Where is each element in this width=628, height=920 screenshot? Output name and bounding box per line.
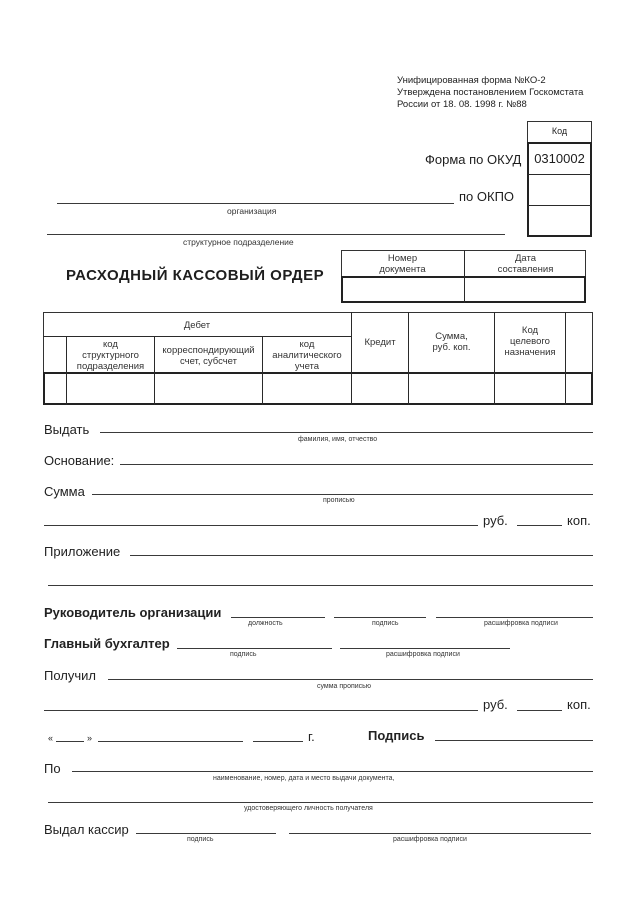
- kop-label: коп.: [567, 513, 591, 528]
- received-words-input[interactable]: [108, 679, 593, 680]
- code-divider: [528, 205, 591, 206]
- cashier-name-caption: расшифровка подписи: [393, 836, 467, 843]
- table-cell-purpose-code[interactable]: [495, 374, 564, 403]
- analytic-code-header: код аналитического учета: [272, 339, 342, 372]
- director-position-caption: должность: [248, 620, 283, 627]
- id-document-input[interactable]: [72, 771, 593, 772]
- director-signature-caption: подпись: [372, 620, 399, 627]
- kop-label-2: коп.: [567, 697, 591, 712]
- id-document-caption-1: наименование, номер, дата и место выдачи документа,: [213, 775, 395, 782]
- debit-divider: [43, 336, 351, 337]
- director-signature-input[interactable]: [334, 617, 426, 618]
- issue-input[interactable]: [100, 432, 593, 433]
- director-position-input[interactable]: [231, 617, 325, 618]
- sum-label: Сумма: [44, 484, 85, 499]
- basis-input[interactable]: [120, 464, 593, 465]
- okpo-label: по ОКПО: [459, 189, 515, 204]
- okpo-value-cell[interactable]: [529, 176, 590, 204]
- cashier-name-input[interactable]: [289, 833, 591, 834]
- attachment-input-line2[interactable]: [48, 585, 593, 586]
- okud-label: Форма по ОКУД: [425, 152, 522, 167]
- debit-header: Дебет: [183, 320, 211, 331]
- rub-label-2: руб.: [483, 697, 508, 712]
- date-month-input[interactable]: [98, 741, 243, 742]
- attachment-label: Приложение: [44, 544, 121, 559]
- by-label: По: [44, 761, 61, 776]
- amount-header: Сумма, руб. коп.: [432, 331, 471, 353]
- table-cell-blank[interactable]: [45, 374, 65, 403]
- okud-value[interactable]: 0310002: [534, 151, 585, 166]
- cashier-label: Выдал кассир: [44, 822, 129, 837]
- sum-caption: прописью: [323, 497, 355, 504]
- received-label: Получил: [44, 668, 96, 683]
- doc-date-header: Дата составления: [497, 253, 554, 275]
- issue-label: Выдать: [44, 422, 90, 437]
- doc-date-input[interactable]: [467, 279, 583, 300]
- document-title: РАСХОДНЫЙ КАССОВЫЙ ОРДЕР: [66, 267, 325, 284]
- code-divider: [528, 174, 591, 175]
- cashier-signature-caption: подпись: [187, 836, 214, 843]
- table-cell-credit[interactable]: [352, 374, 407, 403]
- table-cell-amount[interactable]: [409, 374, 493, 403]
- accountant-label: Главный бухгалтер: [44, 636, 170, 651]
- received-rub-input[interactable]: [44, 710, 478, 711]
- sum-rub-input[interactable]: [44, 525, 478, 526]
- corr-account-header: корреспондирующий счет, субсчет: [162, 345, 255, 367]
- form-reference-line1: Унифицированная форма №КО-2: [397, 75, 546, 86]
- table-cell-corr-account[interactable]: [155, 374, 261, 403]
- director-label: Руководитель организации: [44, 605, 222, 620]
- subdivision-caption: структурное подразделение: [183, 237, 294, 247]
- received-kop-input[interactable]: [517, 710, 562, 711]
- date-year-input[interactable]: [253, 741, 303, 742]
- extra-code-cell[interactable]: [529, 207, 590, 235]
- accountant-name-input[interactable]: [340, 648, 510, 649]
- basis-label: Основание:: [44, 453, 115, 468]
- accountant-signature-input[interactable]: [177, 648, 332, 649]
- received-caption: сумма прописью: [317, 683, 372, 690]
- form-reference-line3: России от 18. 08. 1998 г. №88: [397, 99, 527, 110]
- issue-caption: фамилия, имя, отчество: [298, 436, 378, 443]
- signature-input[interactable]: [435, 740, 593, 741]
- organization-input[interactable]: [57, 203, 454, 204]
- director-name-caption: расшифровка подписи: [484, 620, 558, 627]
- quote-close: »: [87, 733, 93, 743]
- table-cell-subdivision-code[interactable]: [67, 374, 153, 403]
- organization-caption: организация: [227, 206, 277, 216]
- subdivision-input[interactable]: [47, 234, 505, 235]
- purpose-code-header: Код целевого назначения: [504, 325, 556, 358]
- sum-words-input[interactable]: [92, 494, 593, 495]
- credit-header: Кредит: [364, 337, 396, 348]
- table-cell-extra[interactable]: [566, 374, 591, 403]
- year-suffix: г.: [308, 729, 315, 744]
- subdivision-code-header: код структурного подразделения: [76, 339, 145, 372]
- id-document-caption-2: удостоверяющего личность получателя: [244, 805, 373, 812]
- table-cell-analytic-code[interactable]: [263, 374, 350, 403]
- quote-open: «: [48, 733, 54, 743]
- attachment-input[interactable]: [130, 555, 593, 556]
- doc-number-header: Номер документа: [379, 253, 426, 275]
- cashier-signature-input[interactable]: [136, 833, 276, 834]
- doc-number-input[interactable]: [344, 279, 462, 300]
- accountant-name-caption: расшифровка подписи: [386, 651, 460, 658]
- form-reference-line2: Утверждена постановлением Госкомстата: [397, 87, 584, 98]
- rub-label: руб.: [483, 513, 508, 528]
- signature-label: Подпись: [368, 728, 425, 743]
- date-day-input[interactable]: [56, 741, 84, 742]
- accountant-signature-caption: подпись: [230, 651, 257, 658]
- sum-kop-input[interactable]: [517, 525, 562, 526]
- id-document-input-line2[interactable]: [48, 802, 593, 803]
- code-header: Код: [551, 126, 568, 136]
- director-name-input[interactable]: [436, 617, 593, 618]
